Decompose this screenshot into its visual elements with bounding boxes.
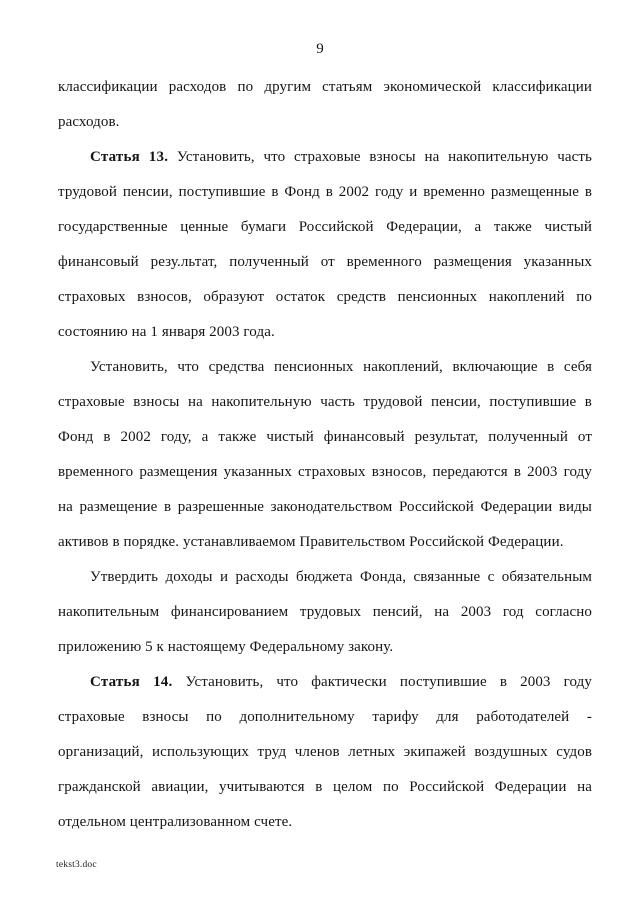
text-line: страховых взносов, образуют остаток средств пенсионных накоплений по	[58, 289, 592, 305]
text-line: организаций, использующих труд членов летных экипажей воздушных судов	[58, 744, 592, 760]
text-line: страховые взносы по дополнительному тарифу для работодателей -	[58, 709, 592, 725]
page-number: 9	[316, 41, 324, 57]
text-line: накопительным финансированием трудовых пенсий, на 2003 год согласно	[58, 604, 592, 620]
text-line: расходов.	[58, 114, 120, 130]
text-line: временного размещения указанных страховых взносов, передаются в 2003 году	[58, 464, 592, 480]
paragraph	[58, 560, 592, 665]
paragraph	[58, 665, 592, 840]
text-line: гражданской авиации, учитываются в целом по Российской Федерации на	[58, 779, 592, 795]
paragraph	[58, 70, 592, 140]
paragraph	[58, 140, 592, 350]
text-line: активов в порядке. устанавливаемом Правительством Российской Федерации.	[58, 534, 564, 550]
text-line: страховые взносы на накопительную часть трудовой пенсии, поступившие в	[58, 394, 592, 410]
text-line: финансовый резу.льтат, полученный от временного размещения указанных	[58, 254, 592, 270]
text-line: состоянию на 1 января 2003 года.	[58, 324, 275, 340]
text-line: государственные ценные бумаги Российской Федерации, а также чистый	[58, 219, 592, 235]
text-line: отдельном централизованном счете.	[58, 814, 293, 830]
article-label: Статья 13.	[90, 149, 169, 165]
footer-filename: tekst3.doc	[56, 860, 97, 870]
paragraph	[58, 350, 592, 560]
text-line: Установить, что средства пенсионных накоплений, включающие в себя	[90, 359, 592, 375]
text-line: на размещение в разрешенные законодательством Российской Федерации виды	[58, 499, 592, 515]
text-line: приложению 5 к настоящему Федеральному закону.	[58, 639, 394, 655]
text-line: Статья 13. Установить, что страховые взносы на накопительную часть	[90, 149, 592, 165]
article-label: Статья 14.	[90, 674, 173, 690]
text-line: трудовой пенсии, поступившие в Фонд в 2002 году и временно размещенные в	[58, 184, 592, 200]
text-line: Статья 14. Установить, что фактически поступившие в 2003 году	[90, 674, 592, 690]
text-line: классификации расходов по другим статьям экономической классификации	[58, 79, 592, 95]
text-line: Утвердить доходы и расходы бюджета Фонда, связанные с обязательным	[90, 569, 592, 585]
text-line: Фонд в 2002 году, а также чистый финансовый результат, полученный от	[58, 429, 592, 445]
document-body	[58, 70, 592, 840]
